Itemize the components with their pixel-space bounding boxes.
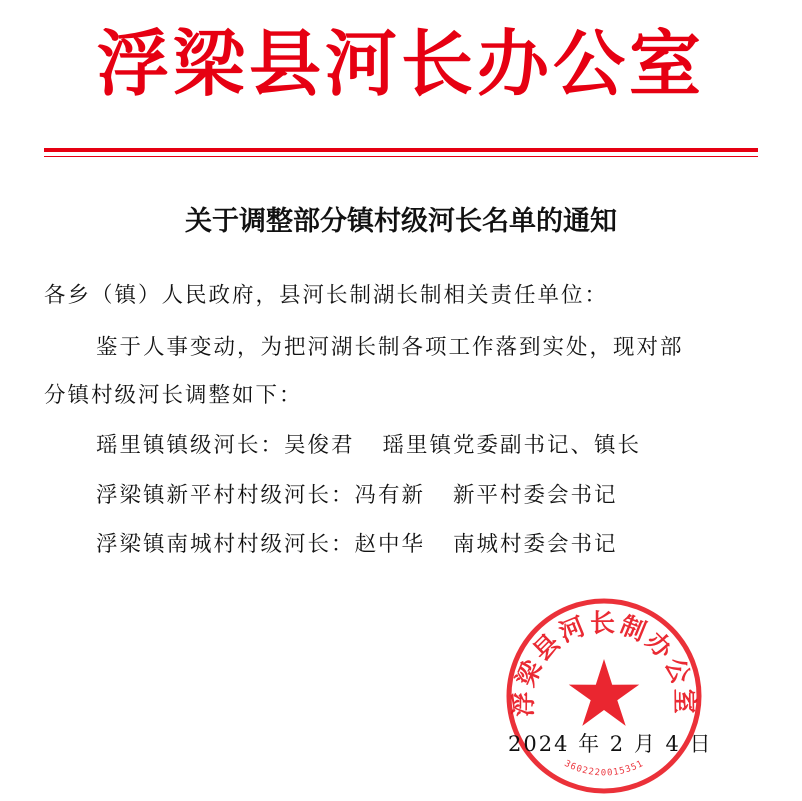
addressee-line: 各乡（镇）人民政府，县河长制湖长制相关责任单位：: [44, 283, 609, 308]
entry-role: 浮梁镇新平村村级河长：: [96, 483, 355, 508]
header-rule-thick: [44, 148, 758, 152]
list-item: [96, 529, 618, 561]
entry-name: 吴俊君: [284, 433, 355, 458]
entry-name: 冯有新: [354, 483, 426, 508]
body-paragraph-line-2: 分镇村级河长调整如下：: [44, 383, 303, 408]
entry-position: 新平村委会书记: [453, 483, 618, 508]
list-item: [96, 430, 641, 462]
star-icon: [569, 659, 639, 726]
seal-serial: [563, 759, 646, 779]
header-rule-thin: [44, 156, 758, 157]
official-seal: [504, 596, 704, 796]
entry-name: 赵中华: [354, 532, 426, 557]
entry-position: 瑶里镇党委副书记、镇长: [382, 433, 642, 458]
issuer-title: 浮梁县河长办公室: [96, 22, 705, 106]
seal-text-arc: 浮梁县河长制办公室: [508, 608, 700, 717]
seal-serial-arc: 3602220015351: [562, 758, 646, 779]
document-title: 关于调整部分镇村级河长名单的通知: [185, 206, 617, 237]
list-item: [96, 480, 618, 512]
entry-role: 瑶里镇镇级河长：: [96, 433, 285, 458]
body-paragraph-line-1: 鉴于人事变动，为把河湖长制各项工作落到实处，现对部: [96, 335, 684, 360]
entry-role: 浮梁镇南城村村级河长：: [96, 532, 355, 557]
entry-position: 南城村委会书记: [453, 532, 618, 557]
document-date: 2024 年 2 月 4 日: [508, 732, 713, 756]
